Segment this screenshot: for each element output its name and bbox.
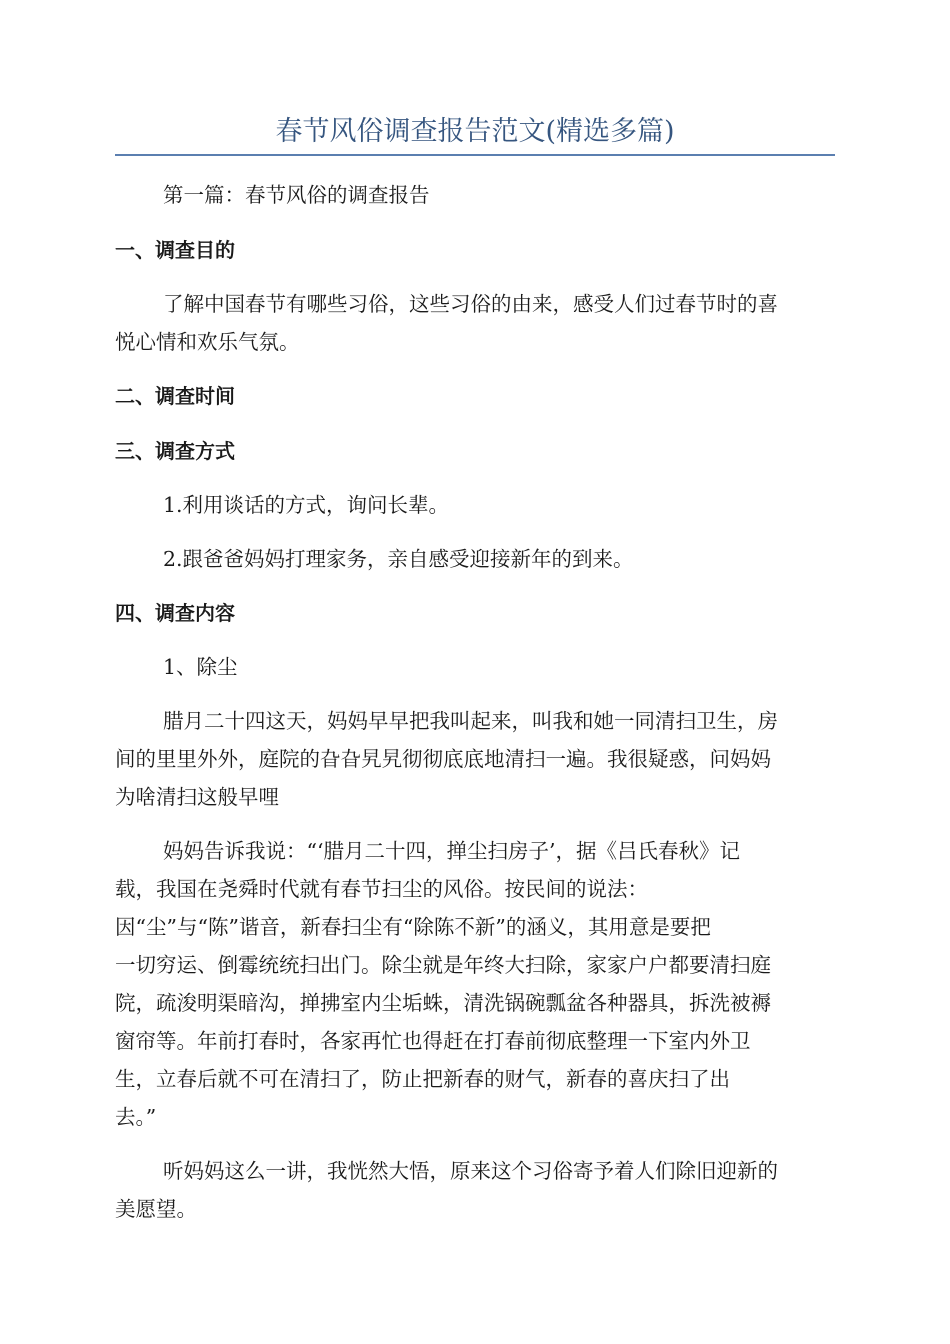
para2-line-3: 因“尘”与“陈”谐音，新春扫尘有“除陈不新”的涵义，其用意是要把	[115, 915, 711, 939]
para2-line-7: 生，立春后就不可在清扫了，防止把新春的财气，新春的喜庆扫了出	[115, 1067, 730, 1091]
para2-line-4: 一切穷运、倒霉统统扫出门。除尘就是年终大扫除，家家户户都要清扫庭	[115, 953, 771, 977]
para1-line-3: 为啥清扫这般早哩	[115, 785, 279, 809]
title-underline	[115, 154, 835, 156]
para2-line-6: 窗帘等。年前打春时，各家再忙也得赶在打春前彻底整理一下室内外卫	[115, 1029, 751, 1053]
method-item-2: 2.跟爸爸妈妈打理家务，亲自感受迎接新年的到来。	[163, 547, 634, 571]
para3-line-1: 听妈妈这么一讲，我恍然大悟，原来这个习俗寄予着人们除旧迎新的	[163, 1159, 778, 1183]
para2-line-2: 载，我国在尧舜时代就有春节扫尘的风俗。按民间的说法：	[115, 877, 648, 901]
heading-method: 三、调查方式	[115, 439, 235, 463]
para1-line-1: 腊月二十四这天，妈妈早早把我叫起来，叫我和她一同清扫卫生，房	[163, 709, 778, 733]
document-title: 春节风俗调查报告范文(精选多篇)	[275, 116, 675, 147]
purpose-line-2: 悦心情和欢乐气氛。	[115, 330, 300, 354]
heading-content: 四、调查内容	[115, 601, 235, 625]
para2-line-1: 妈妈告诉我说：“‘腊月二十四，掸尘扫房子’，据《吕氏春秋》记	[163, 839, 741, 863]
content-subheading-dust: 1、除尘	[163, 655, 238, 679]
para2-line-5: 院，疏浚明渠暗沟，掸拂室内尘垢蛛，清洗锅碗瓢盆各种器具，拆洗被褥	[115, 991, 771, 1015]
purpose-line-1: 了解中国春节有哪些习俗，这些习俗的由来，感受人们过春节时的喜	[163, 292, 778, 316]
heading-time: 二、调查时间	[115, 384, 235, 408]
method-item-1: 1.利用谈话的方式，询问长辈。	[163, 493, 450, 517]
para2-line-8: 去。”	[115, 1105, 157, 1129]
heading-purpose: 一、调查目的	[115, 238, 235, 262]
para3-line-2: 美愿望。	[115, 1197, 197, 1221]
para1-line-2: 间的里里外外，庭院的旮旮旯旯彻彻底底地清扫一遍。我很疑惑，问妈妈	[115, 747, 771, 771]
article-subtitle: 第一篇：春节风俗的调查报告	[163, 183, 430, 207]
